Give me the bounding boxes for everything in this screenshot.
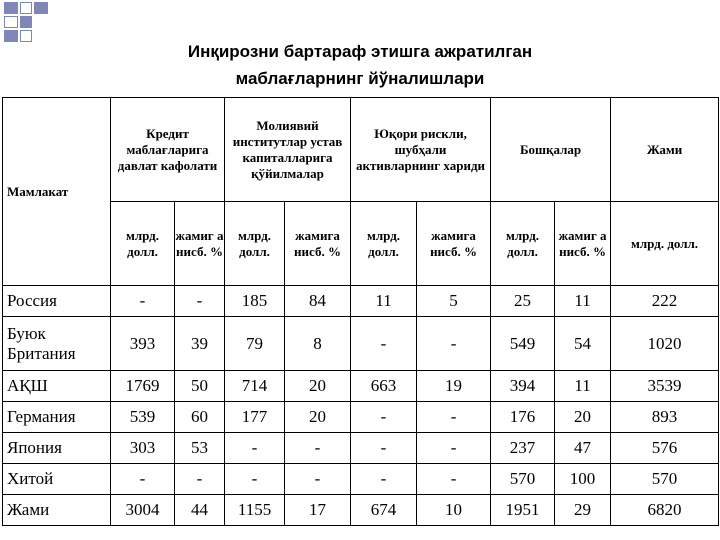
value-cell: 222 <box>611 286 719 317</box>
value-cell: 674 <box>351 495 417 526</box>
value-cell: 39 <box>175 317 225 371</box>
value-cell: 44 <box>175 495 225 526</box>
value-cell: 663 <box>351 371 417 402</box>
value-cell: 570 <box>491 464 555 495</box>
value-cell: 11 <box>555 286 611 317</box>
value-cell: - <box>285 464 351 495</box>
value-cell: - <box>351 317 417 371</box>
value-cell: 47 <box>555 433 611 464</box>
value-cell: 303 <box>111 433 175 464</box>
subheader-cell: млрд. долл. <box>225 202 285 286</box>
header-group-credit-guarantee: Кредит маблағларига давлат кафолати <box>111 98 225 202</box>
country-cell: Россия <box>3 286 111 317</box>
value-cell: 1951 <box>491 495 555 526</box>
value-cell: - <box>351 464 417 495</box>
value-cell: 394 <box>491 371 555 402</box>
header-group-others: Бошқалар <box>491 98 611 202</box>
value-cell: 1155 <box>225 495 285 526</box>
value-cell: 177 <box>225 402 285 433</box>
country-cell: Жами <box>3 495 111 526</box>
subheader-cell: жамиг а нисб. % <box>175 202 225 286</box>
value-cell: 576 <box>611 433 719 464</box>
value-cell: 100 <box>555 464 611 495</box>
value-cell: 20 <box>285 371 351 402</box>
value-cell: 50 <box>175 371 225 402</box>
value-cell: - <box>417 402 491 433</box>
country-cell: Япония <box>3 433 111 464</box>
table-row <box>3 286 719 317</box>
value-cell: 237 <box>491 433 555 464</box>
header-group-risky-assets: Юқори рискли, шубҳали активларнинг хариди <box>351 98 491 202</box>
value-cell: 8 <box>285 317 351 371</box>
value-cell: 20 <box>285 402 351 433</box>
subheader-cell: млрд. долл. <box>111 202 175 286</box>
table-row <box>3 371 719 402</box>
table-row <box>3 402 719 433</box>
subheader-cell: жамиг а нисб. % <box>555 202 611 286</box>
header-row-groups <box>3 98 719 202</box>
value-cell: 893 <box>611 402 719 433</box>
page-title <box>0 38 720 92</box>
value-cell: 3004 <box>111 495 175 526</box>
value-cell: - <box>417 433 491 464</box>
data-table <box>2 97 719 526</box>
country-cell: Хитой <box>3 464 111 495</box>
header-group-capital-investment: Молиявий институтлар устав капиталларига қўйилмалар <box>225 98 351 202</box>
value-cell: 20 <box>555 402 611 433</box>
value-cell: - <box>285 433 351 464</box>
value-cell: - <box>351 402 417 433</box>
value-cell: 60 <box>175 402 225 433</box>
value-cell: 25 <box>491 286 555 317</box>
value-cell: 185 <box>225 286 285 317</box>
subheader-cell: млрд. долл. <box>491 202 555 286</box>
subheader-cell: жамига нисб. % <box>417 202 491 286</box>
value-cell: 53 <box>175 433 225 464</box>
table-row <box>3 464 719 495</box>
subheader-cell: млрд. долл. <box>611 202 719 286</box>
value-cell: - <box>225 433 285 464</box>
value-cell: 714 <box>225 371 285 402</box>
value-cell: 3539 <box>611 371 719 402</box>
value-cell: 570 <box>611 464 719 495</box>
value-cell: 176 <box>491 402 555 433</box>
value-cell: 84 <box>285 286 351 317</box>
title-line-1: Инқирозни бартараф этишга ажратилган <box>187 42 533 61</box>
value-cell: 549 <box>491 317 555 371</box>
value-cell: 54 <box>555 317 611 371</box>
table-row <box>3 433 719 464</box>
value-cell: - <box>175 464 225 495</box>
value-cell: - <box>111 464 175 495</box>
value-cell: - <box>417 317 491 371</box>
value-cell: 6820 <box>611 495 719 526</box>
table-row-total <box>3 495 719 526</box>
value-cell: 10 <box>417 495 491 526</box>
header-row-sub <box>3 202 719 286</box>
country-cell: АҚШ <box>3 371 111 402</box>
value-cell: 11 <box>555 371 611 402</box>
value-cell: 1769 <box>111 371 175 402</box>
value-cell: 5 <box>417 286 491 317</box>
header-country: Мамлакат <box>3 98 111 286</box>
subheader-cell: млрд. долл. <box>351 202 417 286</box>
value-cell: 539 <box>111 402 175 433</box>
value-cell: 17 <box>285 495 351 526</box>
country-cell: Германия <box>3 402 111 433</box>
value-cell: - <box>111 286 175 317</box>
value-cell: 79 <box>225 317 285 371</box>
value-cell: - <box>351 433 417 464</box>
value-cell: 19 <box>417 371 491 402</box>
value-cell: - <box>417 464 491 495</box>
value-cell: 11 <box>351 286 417 317</box>
header-group-total: Жами <box>611 98 719 202</box>
table-row <box>3 317 719 371</box>
value-cell: - <box>175 286 225 317</box>
value-cell: 393 <box>111 317 175 371</box>
value-cell: 29 <box>555 495 611 526</box>
value-cell: - <box>225 464 285 495</box>
country-cell: Буюк Британия <box>3 317 111 371</box>
title-line-2: маблағларнинг йўналишлари <box>235 69 485 88</box>
value-cell: 1020 <box>611 317 719 371</box>
subheader-cell: жамига нисб. % <box>285 202 351 286</box>
